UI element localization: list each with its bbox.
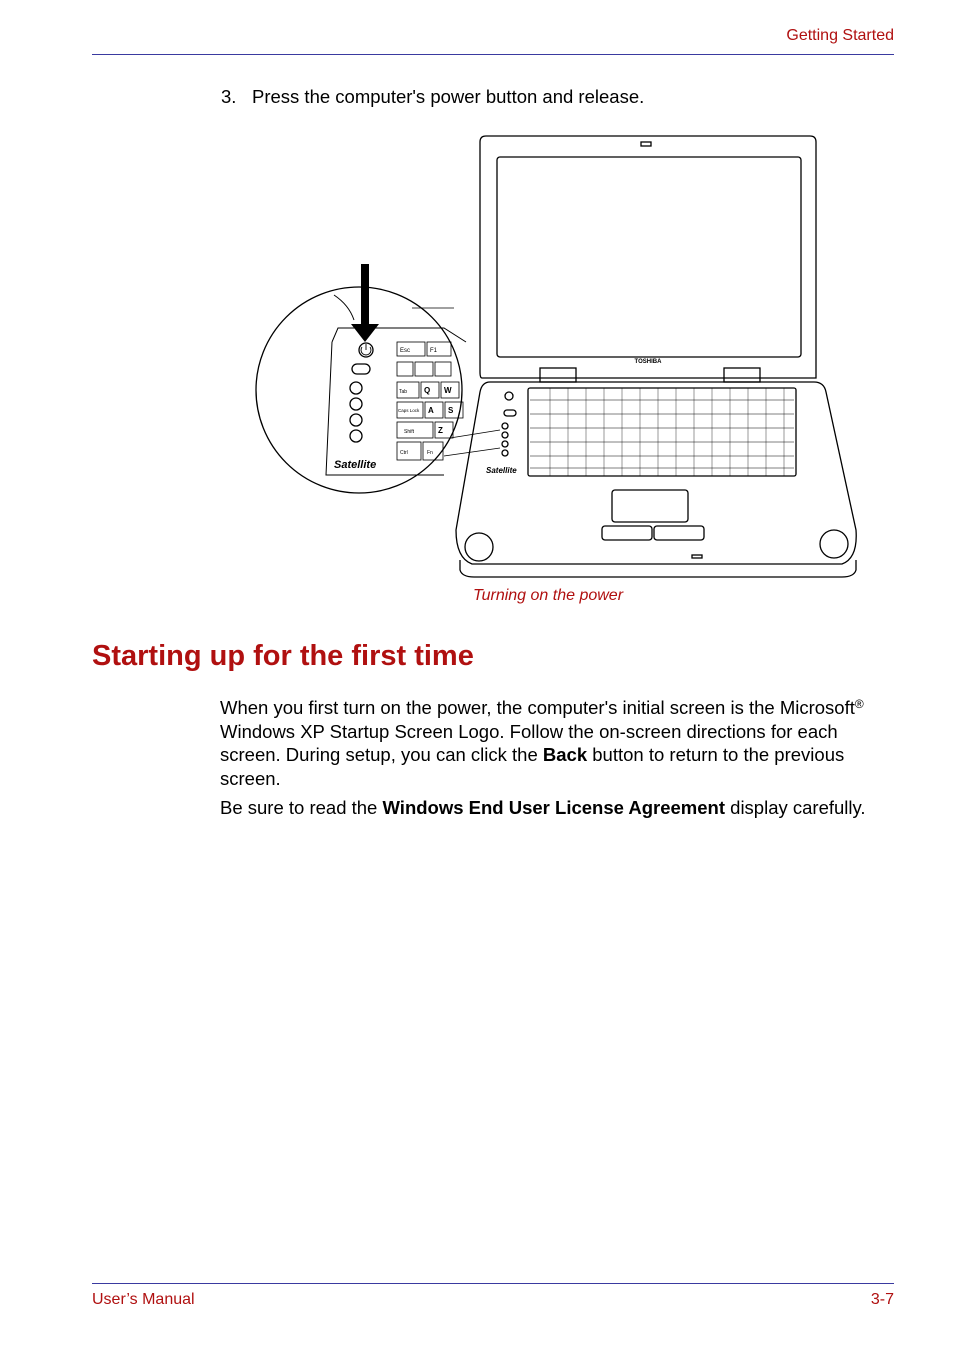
zoom-key-caps-lock: Caps Lock [398, 408, 420, 413]
step-item [221, 86, 644, 108]
laptop-hinges [540, 368, 760, 382]
zoom-key-a: A [428, 406, 434, 415]
zoom-key-shift: Shift [404, 429, 415, 435]
zoom-key-w: W [444, 386, 452, 395]
license-agreement-term: Windows End User License Agreement [382, 797, 726, 818]
power-button-zoom-callout [256, 287, 500, 493]
figure-caption: Turning on the power [473, 587, 624, 604]
laptop-power-illustration [254, 130, 864, 585]
header-rule [92, 54, 894, 55]
model-logo-zoom: Satellite [334, 459, 377, 471]
zoom-key-tab: Tab [399, 389, 408, 395]
footer-rule [92, 1283, 894, 1284]
speaker-right [820, 530, 848, 558]
paragraph-startup: When you first turn on the power, the computer's initial screen is the Microsoft® Windows XP Startup Screen Logo. Follow the on-screen directions for each screen. During setup, you can click the Back button to return to the previous screen. [220, 697, 864, 789]
laptop-base [456, 382, 856, 577]
zoom-key-z: Z [438, 426, 443, 435]
laptop-keyboard-rows [530, 400, 794, 468]
laptop-lid [480, 136, 816, 378]
zoom-key-ctrl: Ctrl [400, 450, 408, 456]
header-section-title: Getting Started [786, 27, 894, 44]
speaker-left [465, 533, 493, 561]
body-text [220, 696, 890, 826]
step-number: 3. [221, 86, 237, 107]
back-button-term: Back [542, 744, 588, 765]
zoom-key-q: Q [424, 386, 431, 395]
zoom-key-esc: Esc [400, 348, 411, 354]
zoom-key-fn: Fn [427, 450, 433, 456]
laptop-keyboard-columns [550, 388, 784, 476]
model-logo-small: Satellite [486, 466, 517, 475]
section-title: Starting up for the first time [92, 640, 474, 672]
registered-mark: ® [854, 697, 864, 711]
power-button-small [505, 392, 513, 400]
brand-logo: TOSHIBA [634, 359, 662, 365]
paragraph-license: Be sure to read the Windows End User License Agreement display carefully. [220, 797, 866, 818]
touchpad [612, 490, 688, 522]
footer-manual-title: User’s Manual [92, 1291, 195, 1308]
footer-page-number: 3-7 [870, 1291, 894, 1308]
zoom-key-f1: F1 [430, 348, 438, 354]
step-text: Press the computer's power button and release. [252, 86, 645, 107]
zoom-key-s: S [448, 406, 454, 415]
